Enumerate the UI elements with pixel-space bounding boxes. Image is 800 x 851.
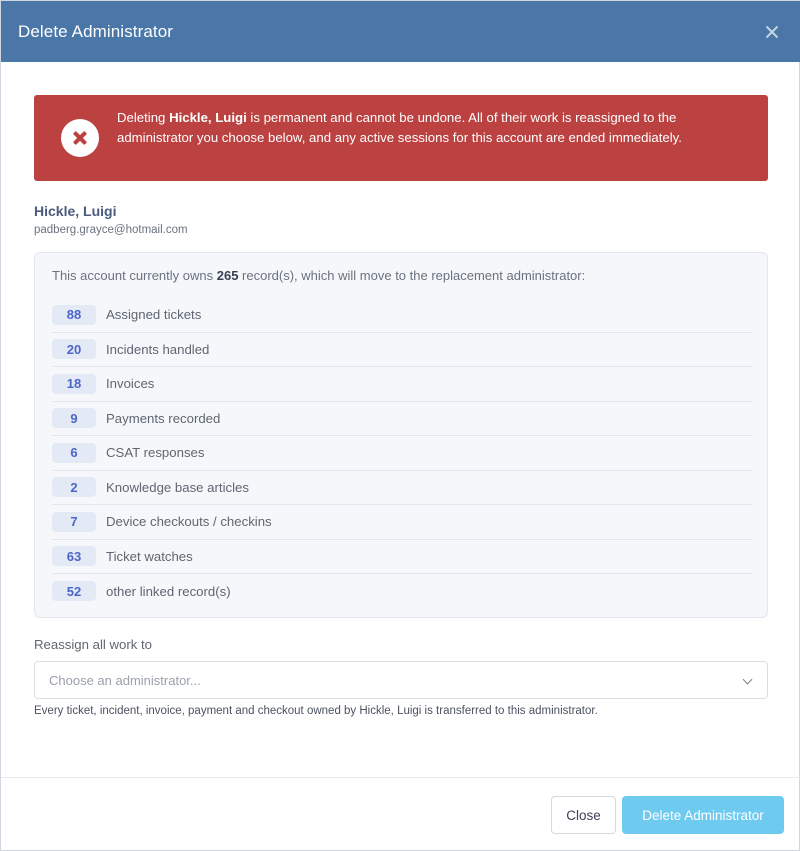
select-placeholder: Choose an administrator... [49, 673, 201, 688]
close-icon[interactable] [765, 25, 779, 39]
records-intro [52, 268, 585, 283]
record-label: Incidents handled [106, 341, 210, 357]
record-label: CSAT responses [106, 445, 205, 461]
record-row [52, 402, 752, 437]
count-badge: 88 [52, 305, 96, 325]
alert-suffix: is permanent and cannot be undone. All of their work is reassigned to the administrator you choose below, and any active sessions for this account are ended immediately. [117, 110, 682, 145]
reassign-label: Reassign all work to [34, 637, 153, 652]
record-label: Knowledge base articles [106, 479, 249, 495]
record-label: Device checkouts / checkins [106, 514, 272, 530]
administrator-select[interactable] [34, 661, 768, 699]
count-badge: 52 [52, 581, 96, 601]
count-badge: 20 [52, 339, 96, 359]
record-row [52, 298, 752, 333]
count-badge: 63 [52, 546, 96, 566]
count-badge: 18 [52, 374, 96, 394]
record-row [52, 505, 752, 540]
count-badge: 2 [52, 477, 96, 497]
alert-user-name: Hickle, Luigi [169, 110, 247, 125]
dialog-title: Delete Administrator [18, 21, 174, 41]
records-intro-suffix: record(s), which will move to the replacement administrator: [238, 268, 586, 283]
record-label: Payments recorded [106, 410, 221, 426]
close-button[interactable]: Close [551, 796, 616, 834]
record-row [52, 333, 752, 368]
footer-divider [1, 777, 800, 778]
dialog-header [1, 1, 800, 62]
record-row [52, 540, 752, 575]
count-badge: 9 [52, 408, 96, 428]
user-name: Hickle, Luigi [34, 203, 117, 219]
record-row [52, 574, 752, 609]
record-label: Invoices [106, 376, 155, 392]
records-intro-prefix: This account currently owns [52, 268, 217, 283]
owned-records-panel [34, 252, 768, 618]
record-row [52, 471, 752, 506]
alert-message [117, 108, 747, 147]
record-label: other linked record(s) [106, 583, 231, 599]
record-row [52, 367, 752, 402]
chevron-down-icon [743, 675, 753, 685]
delete-administrator-button[interactable]: Delete Administrator [622, 796, 784, 834]
count-badge: 6 [52, 443, 96, 463]
error-x-icon [61, 119, 99, 157]
record-row [52, 436, 752, 471]
record-label: Ticket watches [106, 548, 193, 564]
reassign-help-text: Every ticket, incident, invoice, payment and checkout owned by Hickle, Luigi is transferred to this administrator. [34, 705, 598, 717]
records-total: 265 [216, 268, 239, 283]
count-badge: 7 [52, 512, 96, 532]
record-label: Assigned tickets [106, 307, 202, 323]
user-email: padberg.grayce@hotmail.com [34, 224, 188, 236]
record-list [52, 298, 752, 609]
danger-alert [34, 95, 768, 181]
alert-prefix: Deleting [117, 110, 170, 125]
